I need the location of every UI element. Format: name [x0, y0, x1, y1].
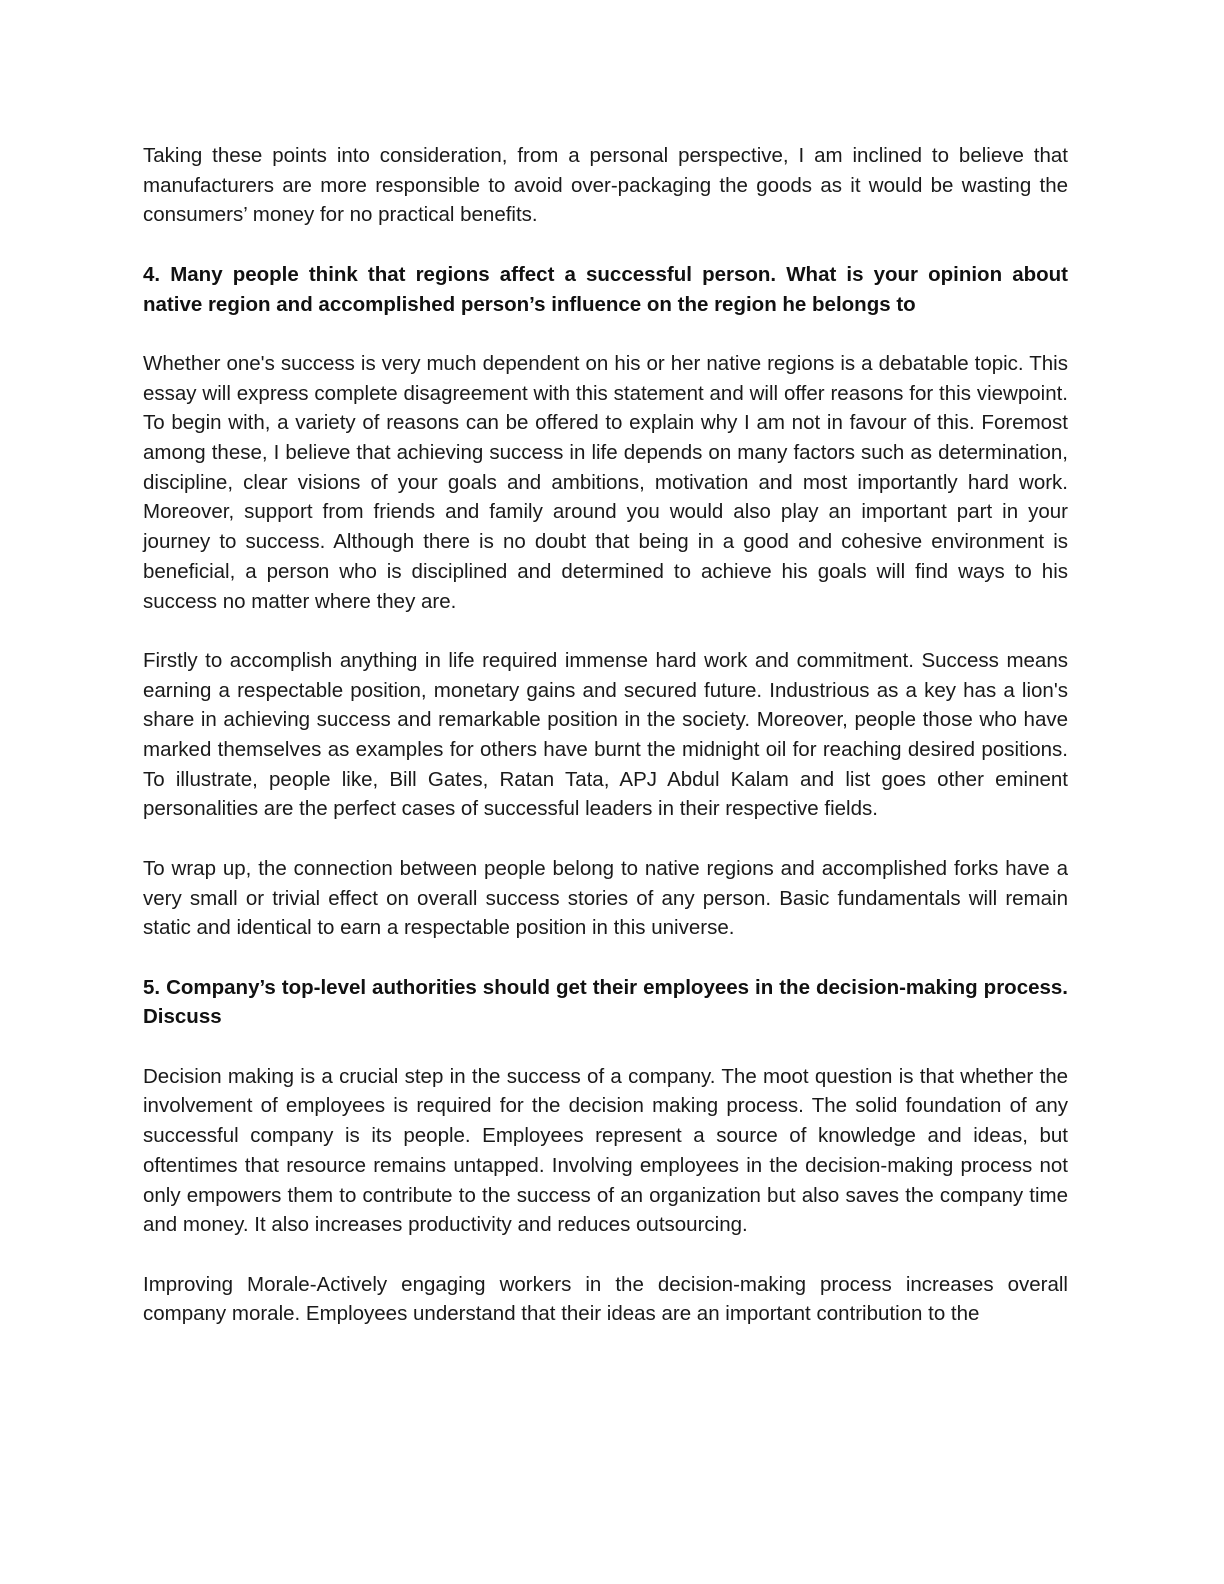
paragraph-q5-morale: Improving Morale-Actively engaging workers in the decision-making process increases overall company morale. Employees understand that their ideas are an important contribution to the	[143, 1272, 1068, 1326]
paragraph-conclusion-q3: Taking these points into consideration, from a personal perspective, I am inclined to believe that manufacturers are more responsible to avoid over-packaging the goods as it would be wasting the consumers’ money for no practical benefits.	[143, 144, 1068, 227]
question-5-heading: 5. Company’s top-level authorities should get their employees in the decision-making process. Discuss	[143, 975, 1068, 1029]
document-body	[143, 141, 1068, 1359]
paragraph-q4-intro: Whether one's success is very much dependent on his or her native regions is a debatable topic. This essay will express complete disagreement with this statement and will offer reasons for this viewpoint. To begin with, a variety of reasons can be offered to explain why I am not in favour of this. Foremost among these, I believe that achieving success in life depends on many factors such as determination, discipline, clear visions of your goals and ambitions, motivation and most importantly hard work. Moreover, support from friends and family around you would also play an important part in your journey to success. Although there is no doubt that being in a good and cohesive environment is beneficial, a person who is disciplined and determined to achieve his goals will find ways to his success no matter where they are.	[143, 351, 1068, 613]
question-4-heading: 4. Many people think that regions affect a successful person. What is your opinion about native region and accomplished person’s influence on the region he belongs to	[143, 262, 1068, 316]
paragraph-q4-body: Firstly to accomplish anything in life required immense hard work and commitment. Success means earning a respectable position, monetary gains and secured future. Industrious as a key has a lion's share in achieving success and remarkable position in the society. Moreover, people those who have marked themselves as examples for others have burnt the midnight oil for reaching desired positions. To illustrate, people like, Bill Gates, Ratan Tata, APJ Abdul Kalam and list goes other eminent personalities are the perfect cases of successful leaders in their respective fields.	[143, 648, 1068, 821]
paragraph-q4-conclusion: To wrap up, the connection between people belong to native regions and accomplished forks have a very small or trivial effect on overall success stories of any person. Basic fundamentals will remain static and identical to earn a respectable position in this universe.	[143, 856, 1068, 940]
paragraph-q5-intro: Decision making is a crucial step in the success of a company. The moot question is that whether the involvement of employees is required for the decision making process. The solid foundation of any successful company is its people. Employees represent a source of knowledge and ideas, but oftentimes that resource remains untapped. Involving employees in the decision-making process not only empowers them to contribute to the success of an organization but also saves the company time and money. It also increases productivity and reduces outsourcing.	[143, 1064, 1068, 1237]
